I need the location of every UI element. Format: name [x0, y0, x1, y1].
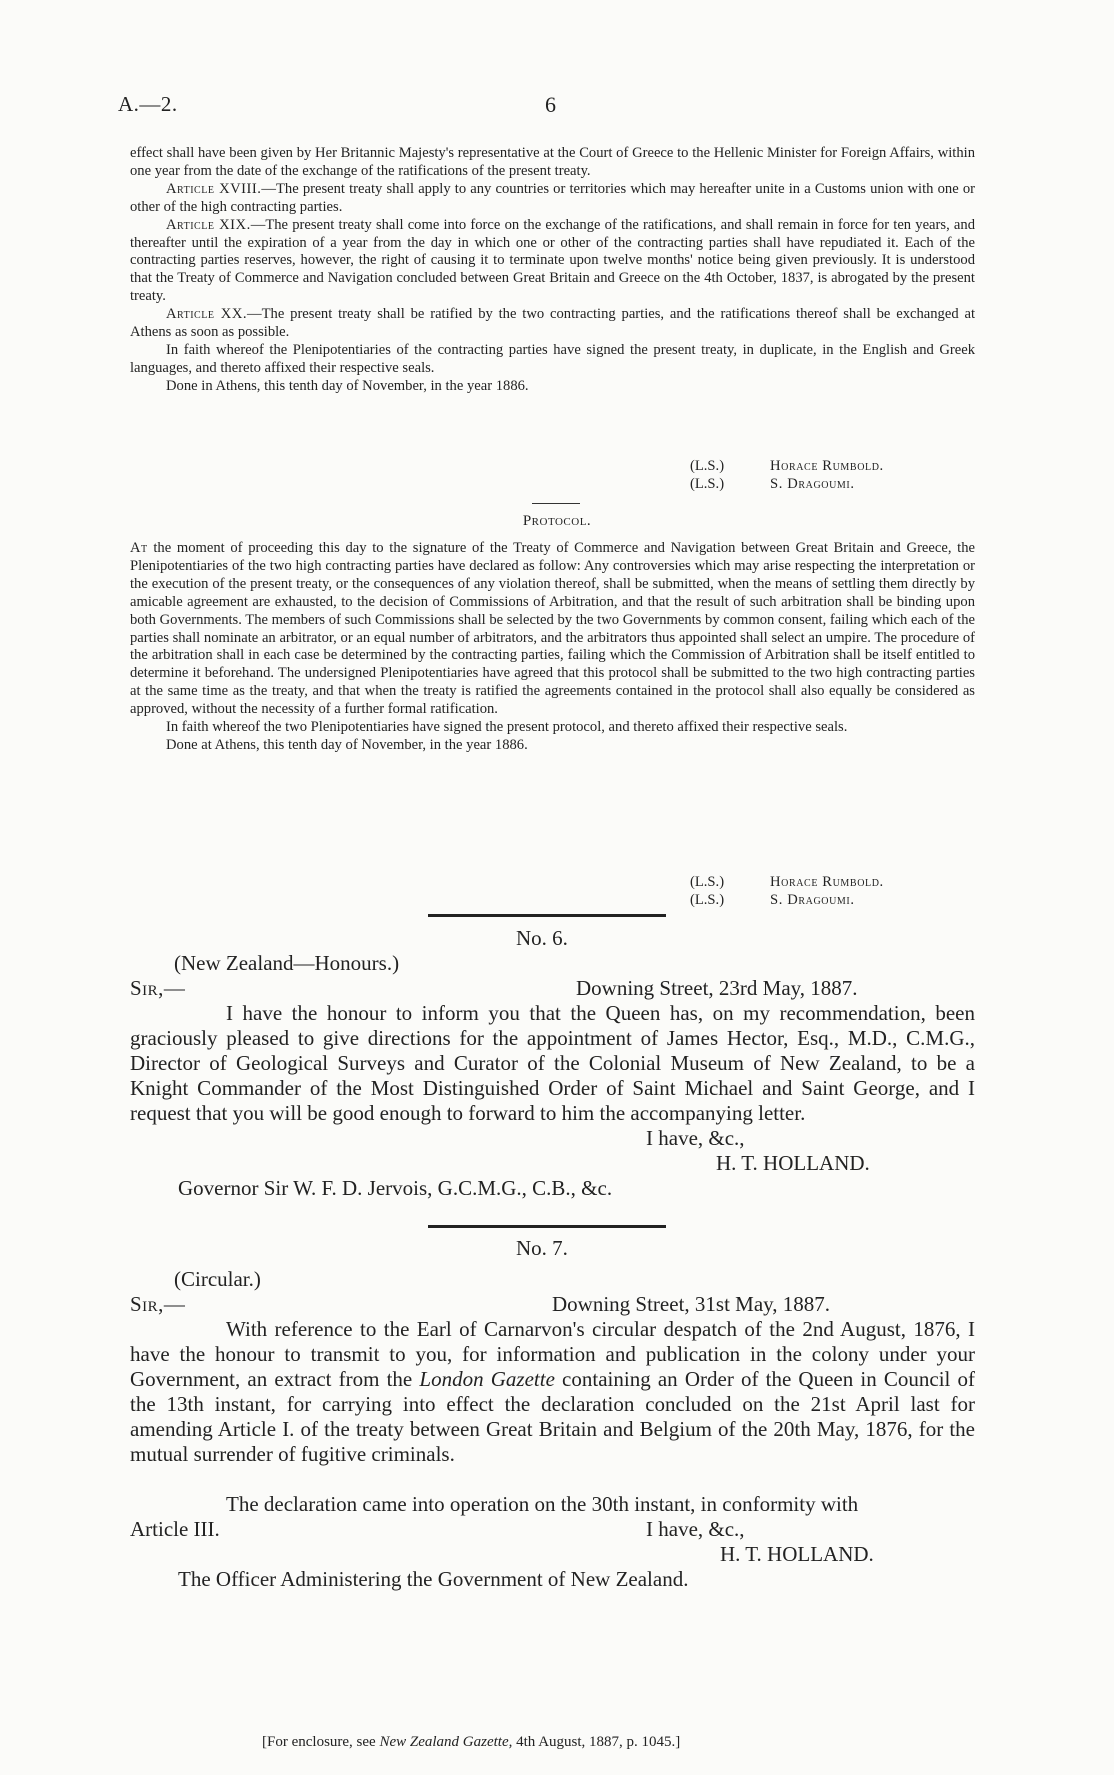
protocol-signature-2: [690, 892, 855, 910]
despatch-6-addressee: Governor Sir W. F. D. Jervois, G.C.M.G., C.B., &c.: [178, 1176, 613, 1200]
page-number: 6: [545, 92, 556, 117]
seal-mark: (L.S.): [690, 476, 725, 492]
despatch-6-body: I have the honour to inform you that the Queen has, on my recommendation, been graciously pleased to give directions for the appointment of James Hector, Esq., M.D., C.M.G., Director of Geological Surveys and Curator of the Colonial Museum of New Zealand, to be a Knight Commander of the Most Distinguished Order of Saint Michael and Saint George, and I request that you will be good enough to forward to him the accompanying letter.: [130, 1001, 975, 1125]
seal-mark: (L.S.): [690, 458, 725, 474]
protocol-body-text: the moment of proceeding this day to the signature of the Treaty of Commerce and Navigation between Great Britain and Greece, the Plenipotentiaries of the two high contracting parties have declared as follow: Any controversies which may arise respecting the interpretation or the execution of the present treaty, or the consequences of any violation thereof, shall be submitted, when the means of settling them directly by amicable agreement are exhausted, to the decision of Commissions of Arbitration, and that the result of such arbitration shall be binding upon both Governments. The members of such Commissions shall be selected by the two Governments by common consent, failing which each of the parties shall nominate an arbitrator, or an equal number of arbitrators, and the arbitrators thus appointed shall select an umpire. The procedure of the arbitration shall in each case be determined by the contracting parties, failing which the Commission of Arbitration shall be itself entitled to determine it beforehand. The undersigned Plenipotentiaries have agreed that this protocol shall be submitted to the two high contracting parties at the same time as the treaty, and that when the treaty is ratified the agreements contained in the protocol shall also equally be considered as approved, without the necessity of a further formal ratification.: [130, 540, 975, 718]
despatch-6-number: No. 6.: [516, 926, 568, 950]
document-series-label: A.—2.: [118, 92, 178, 116]
article-18-text: —The present treaty shall apply to any countries or territories which may hereafter unite in a Customs union with one or other of the high contracting parties.: [130, 180, 975, 215]
seal-mark: (L.S.): [690, 874, 725, 890]
despatch-7-closing: I have, &c.,: [646, 1517, 745, 1541]
protocol-faith-clause: In faith whereof the two Plenipotentiaries have signed the present protocol, and thereto affixed their respective seals.: [166, 719, 848, 736]
article-19: [130, 217, 975, 307]
despatch-7-body-2: The declaration came into operation on the 30th instant, in conformity with: [226, 1492, 859, 1516]
despatch-7-salutation: Sir,—: [130, 1292, 186, 1316]
despatch-7-signature: H. T. HOLLAND.: [720, 1542, 874, 1566]
treaty-done-clause: Done in Athens, this tenth day of November, in the year 1886.: [166, 377, 529, 394]
article-19-text: —The present treaty shall come into force on the exchange of the ratifications, and shall remain in force for ten years, and thereafter until the expiration of a year from the day in which one or other of the contracting parties shall have repudiated it. Each of the contracting parties reserves, however, the right of causing it to terminate upon twelve months' notice being given previously. It is understood that the Treaty of Commerce and Navigation concluded between Great Britain and Greece on the 4th October, 1837, is abrogated by the present treaty.: [130, 216, 975, 305]
protocol-lead-in: At: [130, 540, 148, 556]
article-20-text: —The present treaty shall be ratified by the two contracting parties, and the ratifications thereof shall be exchanged at Athens as soon as possible.: [130, 306, 976, 341]
protocol-body: [130, 540, 975, 719]
despatch-divider: [428, 914, 666, 917]
despatch-7-body-part1: With reference to the Earl of Carnarvon's circular despatch of the 2nd August, 1876, I have the honour to transmit to you, for information and publication in the colony under your Government, an extract from the: [130, 1317, 975, 1391]
despatch-7-place-date: Downing Street, 31st May, 1887.: [552, 1292, 831, 1316]
despatch-7-number: No. 7.: [516, 1236, 568, 1260]
article-19-label: Article XIX.: [166, 216, 251, 233]
signatory-name: Horace Rumbold.: [770, 458, 884, 474]
treaty-signature-1: [690, 458, 884, 476]
protocol-signature-1: [690, 874, 884, 892]
despatch-6-closing: I have, &c.,: [646, 1126, 745, 1150]
despatch-6-subject: (New Zealand—Honours.): [174, 951, 400, 975]
treaty-text: [130, 145, 975, 396]
article-18-label: Article XVIII.: [166, 180, 262, 197]
despatch-6-salutation: Sir,—: [130, 976, 186, 1000]
protocol-text: [130, 540, 975, 755]
despatch-divider: [428, 1225, 666, 1228]
gazette-title: New Zealand Gazette,: [379, 1734, 513, 1750]
despatch-7-body: [130, 1317, 975, 1467]
article-18: [130, 181, 975, 217]
section-divider: [532, 503, 580, 504]
treaty-signature-2: [690, 476, 855, 494]
article-20-label: Article XX.: [166, 306, 248, 323]
despatch-7-subject: (Circular.): [174, 1267, 261, 1291]
signatory-name: Horace Rumbold.: [770, 874, 884, 890]
signatory-name: S. Dragoumi.: [770, 476, 855, 492]
signatory-name: S. Dragoumi.: [770, 892, 855, 908]
despatch-7-body-2-end: Article III.: [130, 1517, 220, 1541]
treaty-faith-clause: In faith whereof the Plenipotentiaries of the contracting parties have signed the present treaty, in duplicate, in the English and Greek languages, and thereto affixed their respective seals.: [130, 341, 975, 376]
london-gazette-title: London Gazette: [419, 1367, 555, 1391]
article-20: [130, 306, 975, 342]
treaty-continuation: effect shall have been given by Her Britannic Majesty's representative at the Court of Greece to the Hellenic Minister for Foreign Affairs, within one year from the date of the exchange of the ratifications of the present treaty.: [130, 145, 975, 179]
protocol-done-clause: Done at Athens, this tenth day of November, in the year 1886.: [166, 736, 528, 753]
protocol-title: Protocol.: [522, 513, 592, 529]
seal-mark: (L.S.): [690, 892, 725, 908]
despatch-6-place-date: Downing Street, 23rd May, 1887.: [576, 976, 858, 1000]
despatch-7-body-part2: containing an Order of the Queen in Council of the 13th instant, for carrying into effect the declaration concluded on the 21st April last for amending Article I. of the treaty between Great Britain and Belgium of the 20th May, 1876, for the mutual surrender of fugitive criminals.: [130, 1367, 976, 1466]
despatch-6-signature: H. T. HOLLAND.: [716, 1151, 870, 1175]
despatch-7-addressee: The Officer Administering the Government of New Zealand.: [178, 1567, 689, 1591]
enclosure-note: [For enclosure, see New Zealand Gazette, 4th August, 1887, p. 1045.]: [262, 1734, 681, 1750]
